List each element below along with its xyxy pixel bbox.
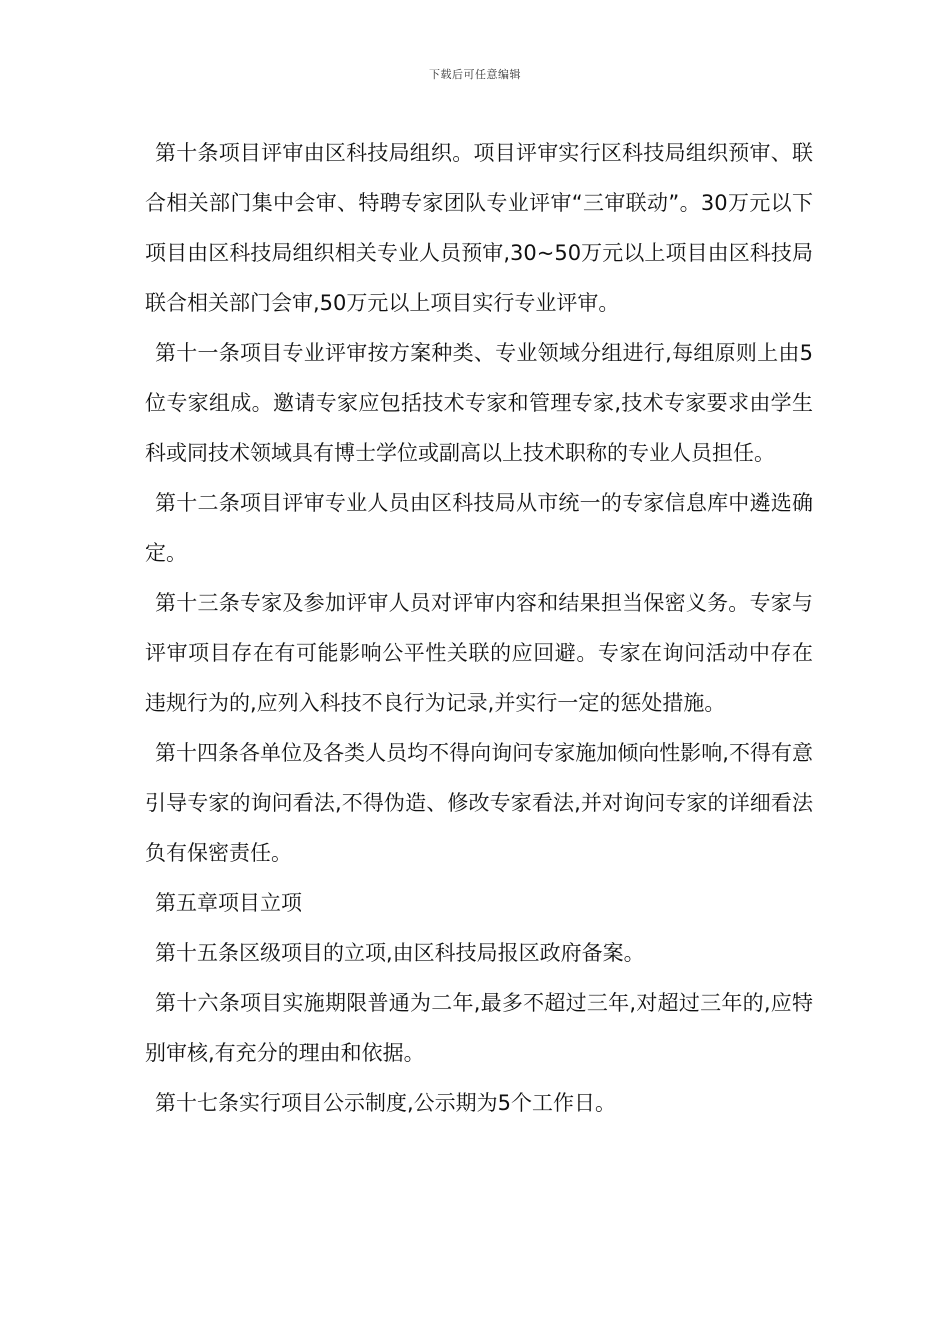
page-header: 下载后可任意编辑 [429, 68, 521, 81]
paragraph-article-16: 第十六条项目实施期限普通为二年,最多不超过三年,对超过三年的,应特别审核,有充分的理由和依据。 [145, 991, 813, 1065]
paragraph-article-12: 第十二条项目评审专业人员由区科技局从市统一的专家信息库中遴选确定。 [145, 491, 813, 565]
document-body [145, 128, 813, 1128]
chapter-heading: 第五章项目立项 [155, 891, 302, 915]
paragraph-article-13: 第十三条专家及参加评审人员对评审内容和结果担当保密义务。专家与评审项目存在有可能影响公平性关联的应回避。专家在询问活动中存在违规行为的,应列入科技不良行为记录,并实行一定的惩处措施。 [145, 591, 813, 715]
paragraph-article-17: 第十七条实行项目公示制度,公示期为5个工作日。 [155, 1091, 617, 1115]
paragraph-article-14: 第十四条各单位及各类人员均不得向询问专家施加倾向性影响,不得有意引导专家的询问看法,不得伪造、修改专家看法,并对询问专家的详细看法负有保密责任。 [145, 741, 813, 865]
paragraph-article-15: 第十五条区级项目的立项,由区科技局报区政府备案。 [155, 941, 645, 965]
paragraph-article-10: 第十条项目评审由区科技局组织。项目评审实行区科技局组织预审、联合相关部门集中会审、特聘专家团队专业评审“三审联动”。30万元以下项目由区科技局组织相关专业人员预审,30~50万元以上项目由区科技局联合相关部门会审,50万元以上项目实行专业评审。 [145, 141, 813, 315]
paragraph-article-11: 第十一条项目专业评审按方案种类、专业领域分组进行,每组原则上由5位专家组成。邀请专家应包括技术专家和管理专家,技术专家要求由学生科或同技术领域具有博士学位或副高以上技术职称的专业人员担任。 [145, 341, 813, 465]
